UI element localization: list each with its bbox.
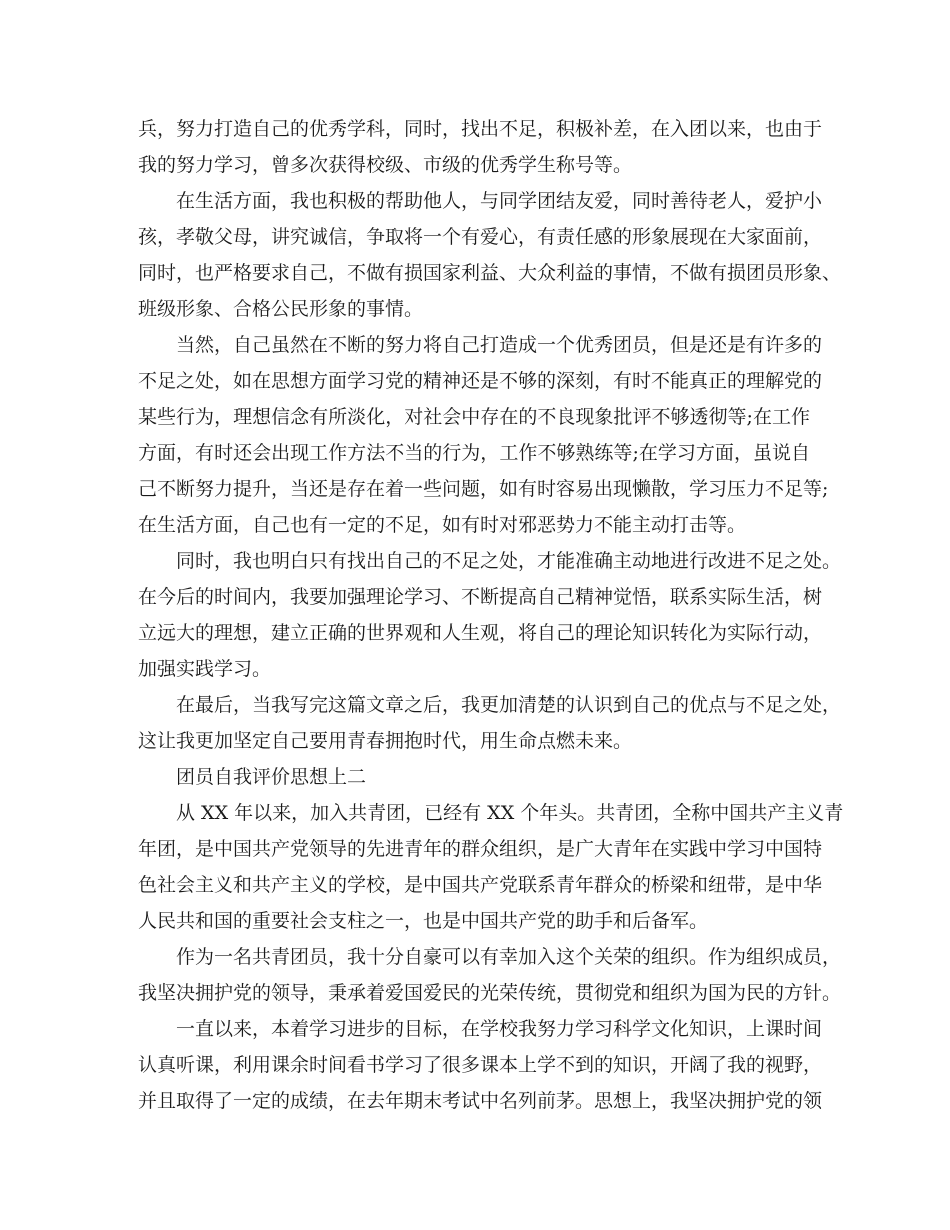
text-line: 己不断努力提升，当还是存在着一些问题，如有时容易出现懒散，学习压力不足等;: [138, 478, 829, 500]
text-line: 立远大的理想，建立正确的世界观和人生观，将自己的理论知识转化为实际行动，: [138, 622, 823, 644]
section-heading: 团员自我评价思想上二: [176, 766, 367, 788]
text-line: 同时，也严格要求自己，不做有损国家利益、大众利益的事情，不做有损团员形象、: [138, 262, 842, 284]
text-line: 在今后的时间内，我要加强理论学习、不断提高自己精神觉悟，联系实际生活，树: [138, 586, 823, 608]
text-line: 认真听课，利用课余时间看书学习了很多课本上学不到的知识，开阔了我的视野，: [138, 1054, 823, 1076]
text-line: 人民共和国的重要社会支柱之一，也是中国共产党的助手和后备军。: [138, 910, 709, 932]
text-line: 同时，我也明白只有找出自己的不足之处，才能准确主动地进行改进不足之处。: [176, 550, 842, 572]
text-line: 年团，是中国共产党领导的先进青年的群众组织，是广大青年在实践中学习中国特: [138, 838, 823, 860]
text-line: 某些行为，理想信念有所淡化，对社会中存在的不良现象批评不够透彻等;在工作: [138, 406, 810, 428]
text-line: 这让我更加坚定自己要用青春拥抱时代，用生命点燃未来。: [138, 730, 633, 752]
text-line: 班级形象、合格公民形象的事情。: [138, 298, 424, 320]
text-line: 在生活方面，我也积极的帮助他人，与同学团结友爱，同时善待老人，爱护小: [176, 190, 823, 212]
text-line: 兵，努力打造自己的优秀学科，同时，找出不足，积极补差，在入团以来，也由于: [138, 118, 823, 140]
text-line: 我的努力学习，曾多次获得校级、市级的优秀学生称号等。: [138, 154, 633, 176]
text-line: 从 XX 年以来，加入共青团，已经有 XX 个年头。共青团，全称中国共产主义青: [176, 802, 844, 824]
text-line: 当然，自己虽然在不断的努力将自己打造成一个优秀团员，但是还是有许多的: [176, 334, 823, 356]
text-line: 我坚决拥护党的领导，秉承着爱国爱民的光荣传统，贯彻党和组织为国为民的方针。: [138, 982, 842, 1004]
text-line: 并且取得了一定的成绩，在去年期末考试中名列前茅。思想上，我坚决拥护党的领: [138, 1090, 823, 1112]
text-line: 一直以来，本着学习进步的目标，在学校我努力学习科学文化知识，上课时间: [176, 1018, 823, 1040]
text-line: 在生活方面，自己也有一定的不足，如有时对邪恶势力不能主动打击等。: [138, 514, 747, 536]
text-line: 方面，有时还会出现工作方法不当的行为，工作不够熟练等;在学习方面，虽说自: [138, 442, 810, 464]
text-line: 色社会主义和共产主义的学校，是中国共产党联系青年群众的桥梁和纽带，是中华: [138, 874, 823, 896]
text-line: 不足之处，如在思想方面学习党的精神还是不够的深刻，有时不能真正的理解党的: [138, 370, 823, 392]
text-line: 作为一名共青团员，我十分自豪可以有幸加入这个关荣的组织。作为组织成员，: [176, 946, 842, 968]
text-line: 加强实践学习。: [138, 658, 272, 680]
text-line: 在最后，当我写完这篇文章之后，我更加清楚的认识到自己的优点与不足之处，: [176, 694, 842, 716]
text-line: 孩，孝敬父母，讲究诚信，争取将一个有爱心，有责任感的形象展现在大家面前，: [138, 226, 823, 248]
